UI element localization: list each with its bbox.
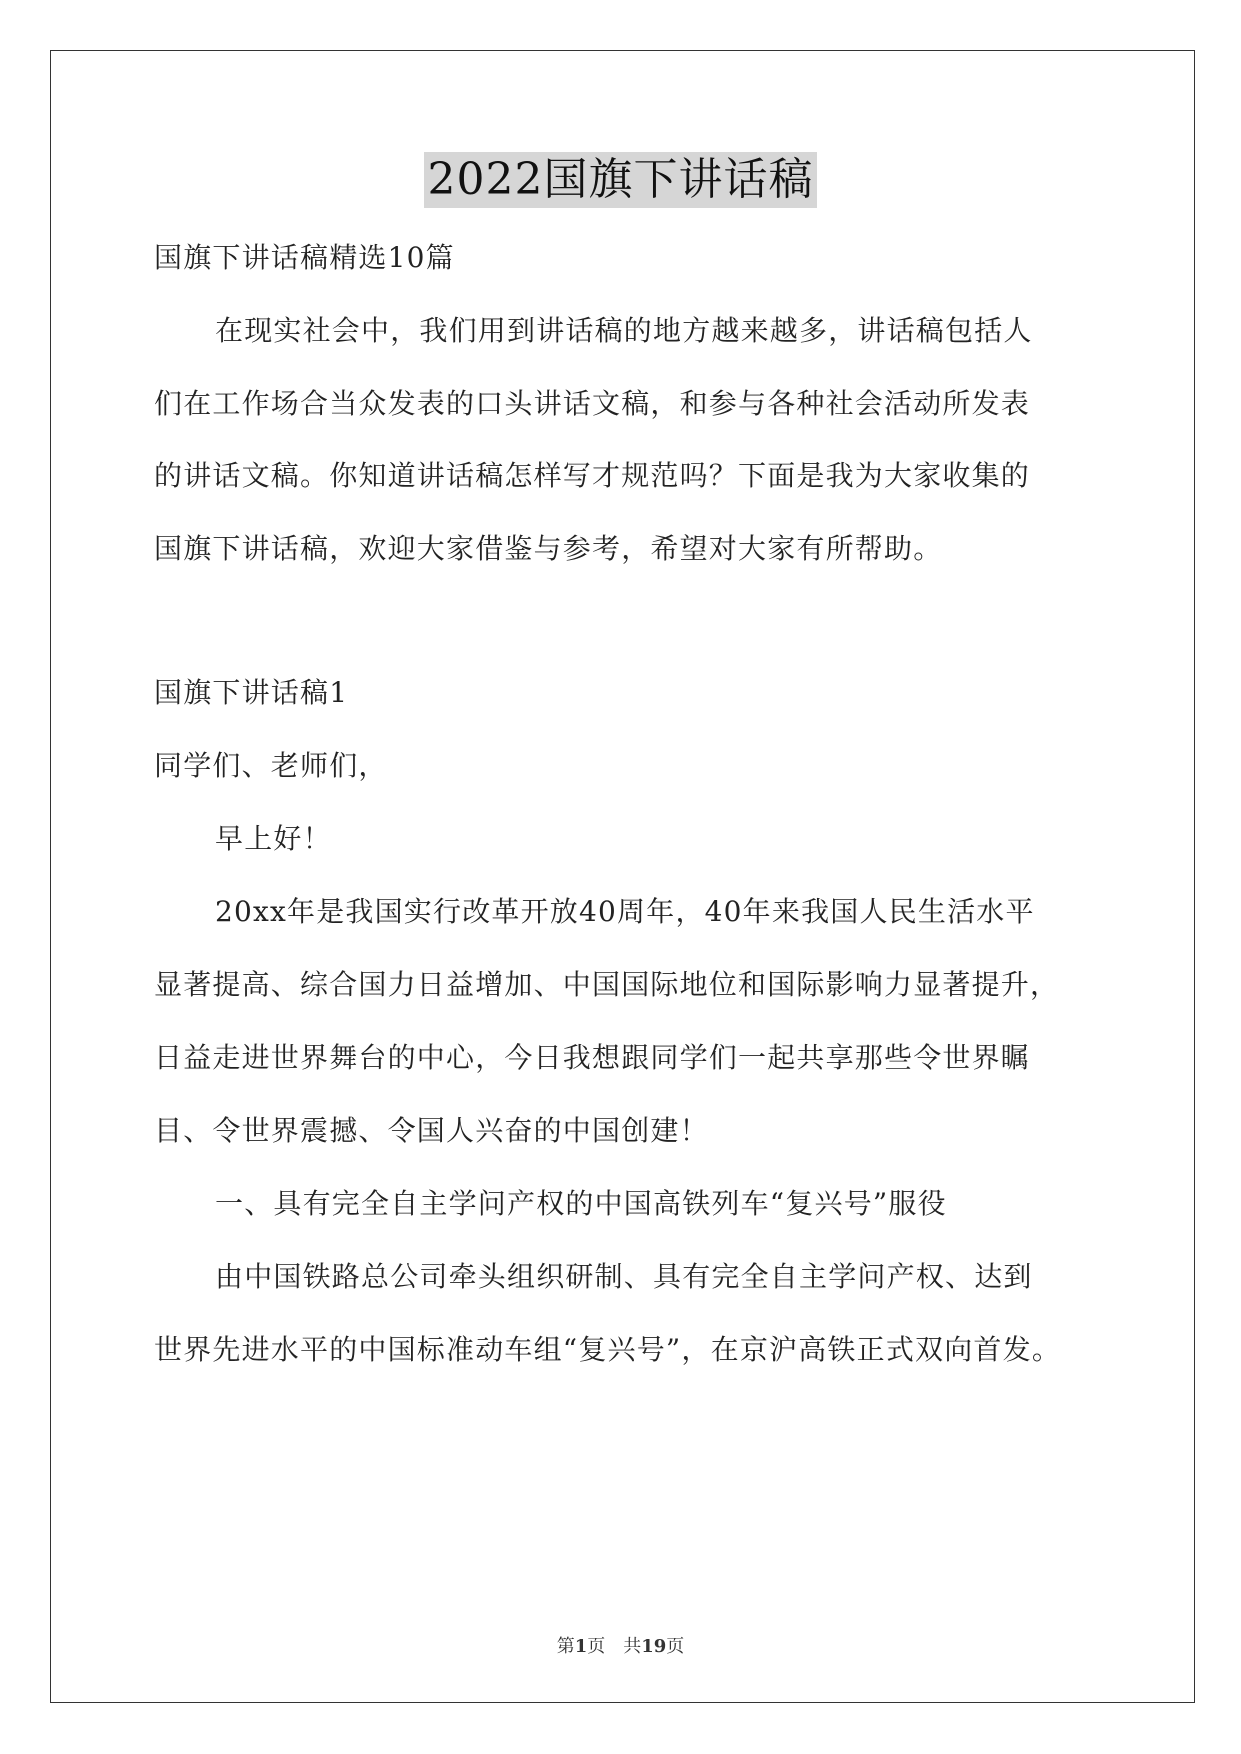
page-label-suffix: 页	[666, 1636, 685, 1657]
salutation: 同学们、老师们，	[154, 749, 388, 782]
paragraph-line: 在现实社会中，我们用到讲话稿的地方越来越多，讲话稿包括人	[215, 314, 1033, 347]
paragraph-line: 的讲话文稿。你知道讲话稿怎样写才规范吗？下面是我为大家收集的	[154, 459, 1031, 492]
paragraph-line: 世界先进水平的中国标准动车组“复兴号”，在京沪高铁正式双向首发。	[154, 1333, 1062, 1366]
paragraph-line: 们在工作场合当众发表的口头讲话文稿，和参与各种社会活动所发表	[154, 387, 1031, 420]
section-heading: 国旗下讲话稿1	[154, 676, 349, 709]
subtitle-line: 国旗下讲话稿精选10篇	[154, 241, 455, 274]
page-label-mid: 页 共	[587, 1636, 642, 1657]
paragraph-line: 国旗下讲话稿，欢迎大家借鉴与参考，希望对大家有所帮助。	[154, 532, 943, 565]
subsection-heading: 一、具有完全自主学问产权的中国高铁列车“复兴号”服役	[215, 1187, 947, 1220]
page-border	[50, 50, 1195, 1703]
page-label-prefix: 第	[556, 1636, 575, 1657]
paragraph-line: 日益走进世界舞台的中心，今日我想跟同学们一起共享那些令世界瞩	[154, 1041, 1031, 1074]
document-title: 2022国旗下讲话稿	[424, 152, 818, 208]
paragraph-line: 目、令世界震撼、令国人兴奋的中国创建！	[154, 1114, 709, 1147]
total-pages-number: 19	[641, 1636, 667, 1657]
paragraph-line: 由中国铁路总公司牵头组织研制、具有完全自主学问产权、达到	[215, 1260, 1033, 1293]
paragraph-line: 显著提高、综合国力日益增加、中国国际地位和国际影响力显著提升，	[154, 968, 1060, 1001]
title-container	[0, 152, 1241, 208]
greeting: 早上好！	[215, 822, 332, 855]
current-page-number: 1	[574, 1636, 588, 1657]
paragraph-line: 20xx年是我国实行改革开放40周年，40年来我国人民生活水平	[215, 895, 1035, 928]
page-footer	[0, 1635, 1241, 1659]
